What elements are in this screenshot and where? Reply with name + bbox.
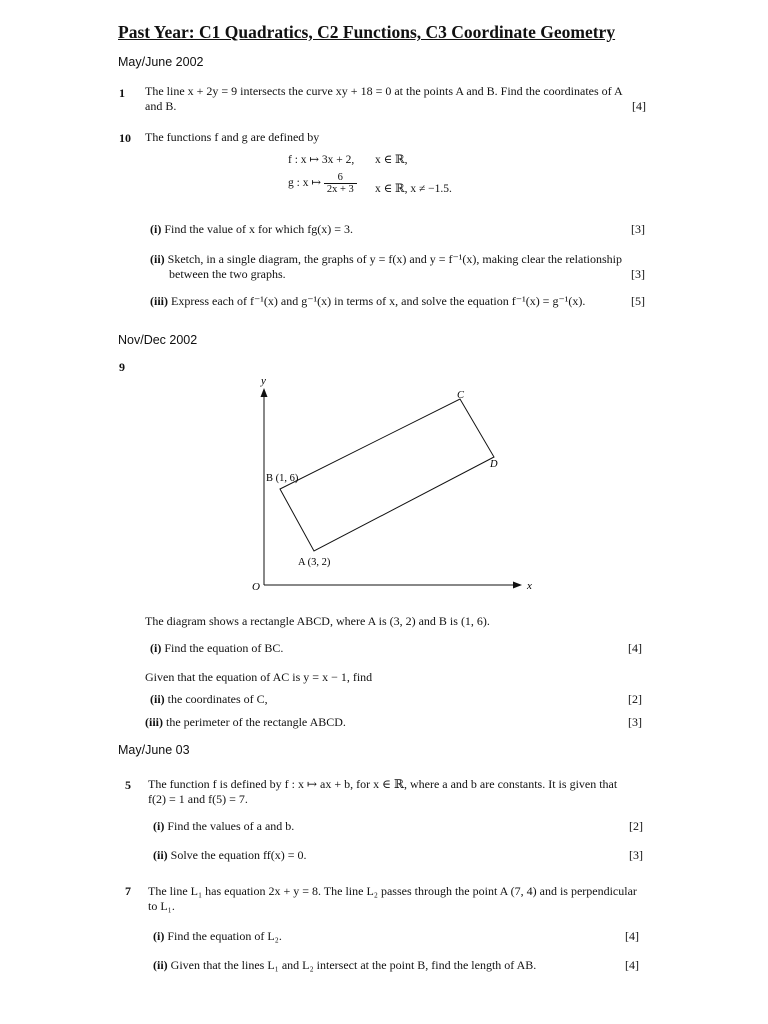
point-a-label: A (3, 2) (298, 557, 331, 568)
section-heading-may-june-2002: May/June 2002 (118, 55, 204, 69)
part-text: Find the equation of BC. (164, 641, 284, 655)
question-10-part-ii-mark: [3] (631, 267, 645, 281)
part-text: the perimeter of the rectangle ABCD. (166, 715, 346, 729)
question-7-part-i-mark: [4] (625, 929, 639, 943)
part-label: (i) (153, 929, 165, 943)
section-heading-nov-dec-2002: Nov/Dec 2002 (118, 333, 198, 347)
point-d-label: D (490, 459, 498, 470)
part-label: (i) (150, 641, 162, 655)
question-number-9: 9 (119, 360, 125, 374)
question-7-part-ii (153, 958, 593, 973)
question-1-mark: [4] (632, 99, 646, 113)
y-axis-arrow (261, 388, 268, 397)
part-label: (i) (150, 222, 162, 236)
function-g-domain: x ∈ ℝ, x ≠ −1.5. (375, 183, 452, 195)
part-label: (ii) (150, 252, 165, 266)
question-7-part-ii-mark: [4] (625, 958, 639, 972)
question-number-1: 1 (119, 86, 125, 100)
question-10-part-i-mark: [3] (631, 222, 645, 236)
page-title: Past Year: C1 Quadratics, C2 Functions, C3 Coordinate Geometry (118, 22, 616, 42)
function-g-prefix: g : x ↦ (288, 177, 321, 190)
question-5-line-1: The function f is defined by f : x ↦ ax + b, for x ∈ ℝ, where a and b are constants. It is given that (148, 777, 618, 791)
x-axis-arrow (513, 582, 522, 589)
question-number-7: 7 (125, 884, 131, 898)
part-text: Express each of f⁻¹(x) and g⁻¹(x) in terms of x, and solve the equation f⁻¹(x) = g⁻¹(x). (171, 294, 586, 308)
section-heading-may-june-03: May/June 03 (118, 743, 190, 757)
question-5-part-ii (153, 848, 307, 863)
question-7-part-i (153, 929, 282, 944)
part-text: Find the values of a and b. (167, 819, 295, 833)
part-label: (ii) (153, 848, 168, 862)
part-text: Sketch, in a single diagram, the graphs of y = f(x) and y = f⁻¹(x), making clear the relationship (167, 252, 623, 266)
part-text: Find the equation of L₂. (167, 929, 282, 943)
question-1-line-1: The line x + 2y = 9 intersects the curve xy + 18 = 0 at the points A and B. Find the coordinates of A (145, 84, 623, 98)
question-1-line-2: and B. (145, 99, 177, 113)
question-9-part-i-mark: [4] (628, 641, 642, 655)
function-f-definition: f : x ↦ 3x + 2, (288, 154, 355, 166)
function-g-denominator: 2x + 3 (326, 184, 354, 195)
question-5-part-ii-mark: [3] (629, 848, 643, 862)
question-5-part-i (153, 819, 294, 834)
part-text: Solve the equation ff(x) = 0. (170, 848, 307, 862)
question-9-part-ii-mark: [2] (628, 692, 642, 706)
part-text: the coordinates of C, (167, 692, 268, 706)
question-9-part-iii (145, 715, 346, 730)
question-9-given: Given that the equation of AC is y = x − 1, find (145, 670, 373, 684)
function-g-numerator: 6 (324, 172, 357, 184)
point-c-label: C (457, 390, 465, 401)
question-10-intro: The functions f and g are defined by (145, 130, 320, 144)
part-label: (iii) (145, 715, 163, 729)
question-9-intro: The diagram shows a rectangle ABCD, where A is (3, 2) and B is (1, 6). (145, 614, 490, 628)
part-label: (ii) (150, 692, 165, 706)
question-5-line-2: f(2) = 1 and f(5) = 7. (148, 792, 248, 806)
x-axis-label: x (527, 580, 532, 592)
point-b-label: B (1, 6) (266, 473, 299, 484)
question-9-part-i (150, 641, 283, 656)
y-axis-label: y (261, 375, 266, 387)
question-10-part-iii-mark: [5] (631, 294, 645, 308)
part-label: (i) (153, 819, 165, 833)
question-5-text (148, 777, 648, 807)
question-9-part-iii-mark: [3] (628, 715, 642, 729)
part-label: (ii) (153, 958, 168, 972)
function-f-domain: x ∈ ℝ, (375, 154, 408, 166)
part-text-continued: between the two graphs. (169, 267, 286, 281)
question-number-5: 5 (125, 778, 131, 792)
part-label: (iii) (150, 294, 168, 308)
question-7-line-2: to L₁. (148, 899, 175, 913)
question-number-10: 10 (119, 131, 131, 145)
rectangle-abcd (280, 399, 494, 551)
question-7-text (148, 884, 648, 914)
question-7-line-1: The line L₁ has equation 2x + y = 8. The line L₂ passes through the point A (7, 4) and is perpendicular (148, 884, 637, 898)
question-5-part-i-mark: [2] (629, 819, 643, 833)
origin-label: O (252, 581, 260, 593)
question-9-part-ii (150, 692, 268, 707)
part-text: Find the value of x for which fg(x) = 3. (164, 222, 354, 236)
part-text: Given that the lines L₁ and L₂ intersect at the point B, find the length of AB. (170, 958, 537, 972)
